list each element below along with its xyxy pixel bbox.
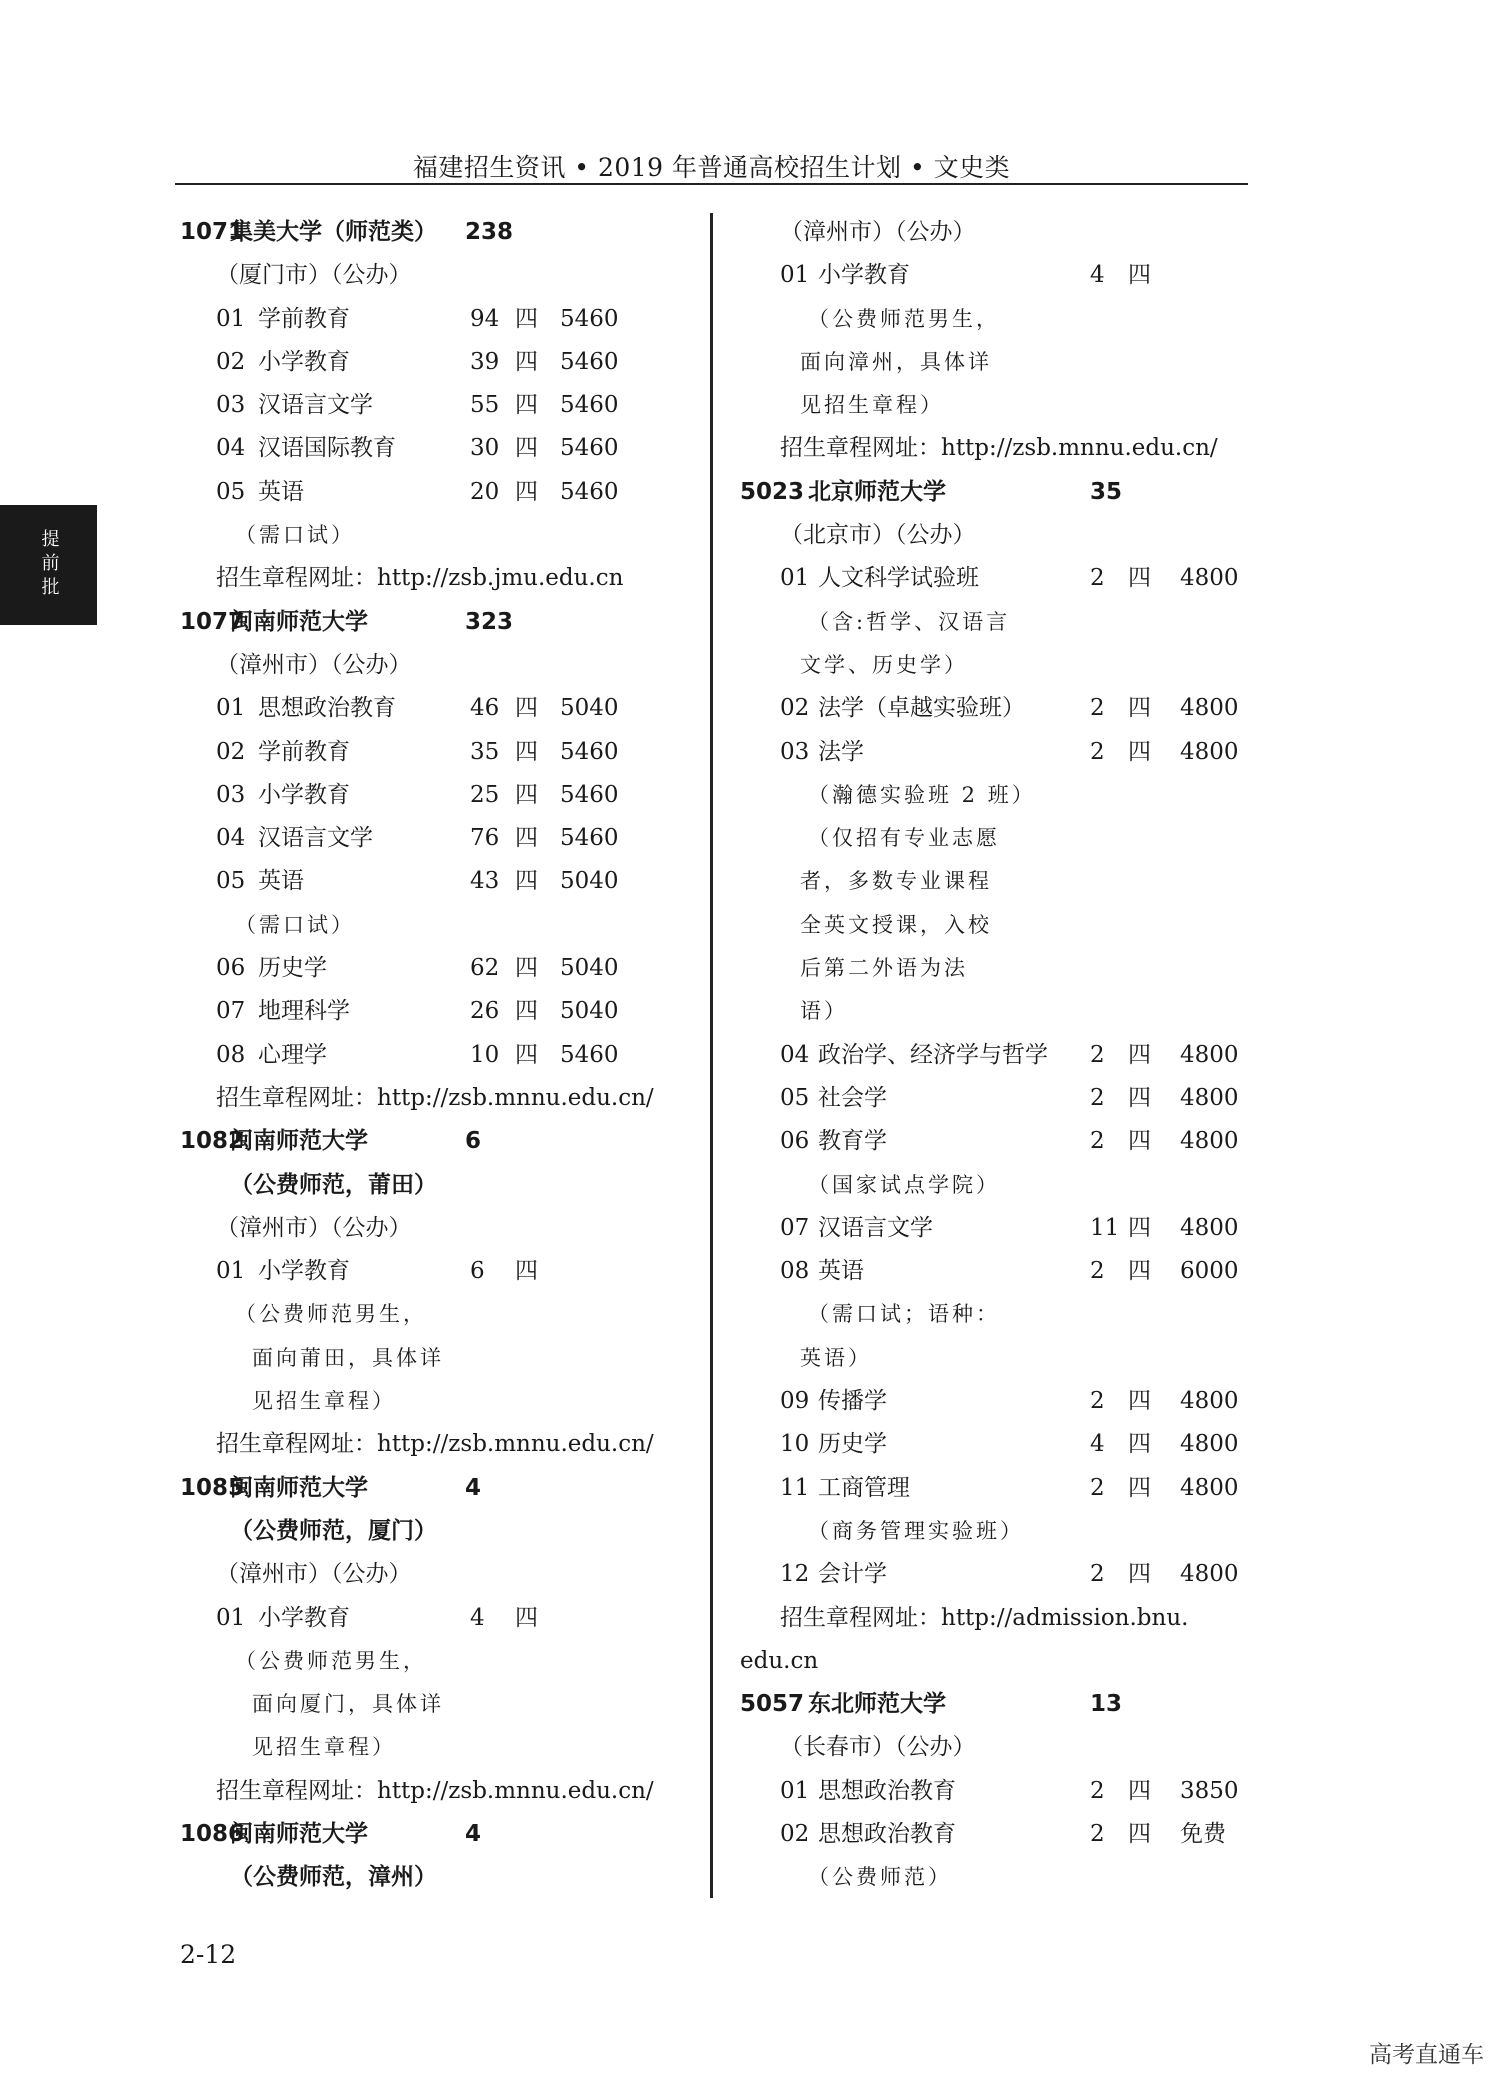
institution-code: 5057 bbox=[740, 1691, 805, 1718]
major-name: 英语 bbox=[258, 868, 304, 895]
major-fee: 5460 bbox=[560, 825, 619, 852]
major-years: 四 bbox=[1128, 695, 1151, 722]
major-code: 03 bbox=[780, 738, 810, 765]
note-line bbox=[740, 1856, 1240, 1899]
major-count: 20 bbox=[470, 478, 500, 505]
institution-code: 1077 bbox=[180, 608, 245, 635]
city-line bbox=[740, 211, 1240, 254]
note-line-text: 见招生章程） bbox=[800, 393, 944, 418]
major-years: 四 bbox=[1128, 1777, 1151, 1804]
major-name: 心理学 bbox=[258, 1041, 327, 1068]
note-line bbox=[740, 384, 1240, 427]
major-code: 03 bbox=[216, 781, 246, 808]
major-code: 08 bbox=[780, 1258, 810, 1285]
note-line-text: 全英文授课，入校 bbox=[800, 912, 992, 937]
major-code: 11 bbox=[780, 1474, 810, 1501]
institution-subtitle bbox=[180, 1856, 680, 1899]
institution-total: 13 bbox=[1090, 1691, 1123, 1718]
institution-total: 35 bbox=[1090, 478, 1123, 505]
major-name: 汉语国际教育 bbox=[258, 435, 396, 462]
major-fee: 5460 bbox=[560, 781, 619, 808]
institution-row bbox=[180, 601, 680, 644]
major-fee: 5040 bbox=[560, 695, 619, 722]
url-line-text: 招生章程网址：http://zsb.mnnu.edu.cn/ bbox=[216, 1777, 654, 1804]
major-code: 02 bbox=[216, 738, 246, 765]
institution-total: 323 bbox=[465, 608, 514, 635]
major-fee: 5460 bbox=[560, 392, 619, 419]
major-count: 2 bbox=[1090, 1388, 1105, 1415]
url-line-text: 招生章程网址：http://zsb.mnnu.edu.cn/ bbox=[216, 1431, 654, 1458]
major-row bbox=[740, 1423, 1240, 1466]
major-code: 01 bbox=[216, 1604, 246, 1631]
major-code: 06 bbox=[216, 955, 246, 982]
major-code: 07 bbox=[216, 998, 246, 1025]
note-line-text: （公费师范男生， bbox=[235, 1648, 427, 1673]
url-line-text: 招生章程网址：http://zsb.mnnu.edu.cn/ bbox=[780, 435, 1218, 462]
major-fee: 5460 bbox=[560, 478, 619, 505]
major-code: 01 bbox=[216, 695, 246, 722]
major-name: 历史学 bbox=[818, 1431, 887, 1458]
major-row bbox=[740, 1553, 1240, 1596]
major-row bbox=[740, 687, 1240, 730]
major-code: 02 bbox=[780, 1820, 810, 1847]
major-fee: 5040 bbox=[560, 955, 619, 982]
major-years: 四 bbox=[1128, 1128, 1151, 1155]
major-count: 30 bbox=[470, 435, 500, 462]
major-years: 四 bbox=[1128, 1084, 1151, 1111]
major-count: 26 bbox=[470, 998, 500, 1025]
major-fee: 5460 bbox=[560, 1041, 619, 1068]
major-name: 教育学 bbox=[818, 1128, 887, 1155]
major-row bbox=[180, 1597, 680, 1640]
note-line bbox=[180, 1337, 680, 1380]
major-years: 四 bbox=[1128, 1561, 1151, 1588]
major-name: 思想政治教育 bbox=[818, 1820, 956, 1847]
city-line bbox=[180, 1553, 680, 1596]
note-line bbox=[740, 601, 1240, 644]
major-years: 四 bbox=[515, 478, 538, 505]
major-code: 07 bbox=[780, 1214, 810, 1241]
note-line bbox=[180, 1726, 680, 1769]
city-line-text: （漳州市）（公办） bbox=[216, 651, 412, 678]
city-line-text: （厦门市）（公办） bbox=[216, 262, 412, 289]
city-line bbox=[180, 254, 680, 297]
note-line-text: 面向漳州，具体详 bbox=[800, 349, 992, 374]
institution-code: 5023 bbox=[740, 478, 805, 505]
major-row bbox=[180, 298, 680, 341]
institution-code: 1082 bbox=[180, 1128, 245, 1155]
major-fee: 5040 bbox=[560, 998, 619, 1025]
note-line-text: 语） bbox=[800, 999, 848, 1024]
major-code: 09 bbox=[780, 1388, 810, 1415]
note-line bbox=[740, 1164, 1240, 1207]
major-years: 四 bbox=[1128, 565, 1151, 592]
major-row bbox=[740, 1207, 1240, 1250]
note-line-text: 见招生章程） bbox=[252, 1735, 396, 1760]
major-code: 02 bbox=[780, 695, 810, 722]
major-years: 四 bbox=[515, 435, 538, 462]
note-line bbox=[740, 1510, 1240, 1553]
major-fee: 4800 bbox=[1180, 1388, 1239, 1415]
major-fee: 4800 bbox=[1180, 1084, 1239, 1111]
major-name: 政治学、经济学与哲学 bbox=[818, 1041, 1048, 1068]
major-fee: 4800 bbox=[1180, 695, 1239, 722]
note-line bbox=[180, 514, 680, 557]
major-fee: 3850 bbox=[1180, 1777, 1239, 1804]
major-code: 01 bbox=[780, 565, 810, 592]
major-years: 四 bbox=[1128, 1474, 1151, 1501]
major-name: 历史学 bbox=[258, 955, 327, 982]
major-name: 传播学 bbox=[818, 1388, 887, 1415]
major-years: 四 bbox=[515, 695, 538, 722]
major-years: 四 bbox=[515, 998, 538, 1025]
header-rule bbox=[175, 183, 1248, 185]
institution-total: 4 bbox=[465, 1820, 482, 1847]
institution-subtitle-text: （公费师范，厦门） bbox=[230, 1517, 437, 1544]
major-row bbox=[740, 1250, 1240, 1293]
note-line-text: 者，多数专业课程 bbox=[800, 869, 992, 894]
major-fee: 5460 bbox=[560, 348, 619, 375]
url-line-text: 招生章程网址：http://zsb.mnnu.edu.cn/ bbox=[216, 1084, 654, 1111]
major-name: 人文科学试验班 bbox=[818, 565, 979, 592]
page-number: 2-12 bbox=[180, 1940, 237, 1969]
institution-subtitle-text: （公费师范，莆田） bbox=[230, 1171, 437, 1198]
institution-total: 238 bbox=[465, 219, 514, 245]
institution-row bbox=[740, 1683, 1240, 1726]
major-name: 地理科学 bbox=[258, 998, 350, 1025]
major-name: 小学教育 bbox=[258, 348, 350, 375]
major-count: 2 bbox=[1090, 1561, 1105, 1588]
major-count: 4 bbox=[470, 1604, 485, 1631]
major-count: 4 bbox=[1090, 262, 1105, 289]
note-line-text: 后第二外语为法 bbox=[800, 956, 968, 981]
major-years: 四 bbox=[1128, 1431, 1151, 1458]
note-line bbox=[740, 817, 1240, 860]
institution-total: 6 bbox=[465, 1128, 482, 1155]
major-fee: 4800 bbox=[1180, 1561, 1239, 1588]
city-line bbox=[180, 1207, 680, 1250]
note-line-text: （需口试） bbox=[235, 523, 355, 548]
city-line-text: （漳州市）（公办） bbox=[216, 1561, 412, 1588]
major-count: 46 bbox=[470, 695, 500, 722]
major-years: 四 bbox=[1128, 1820, 1151, 1847]
page-header-title: 福建招生资讯 • 2019 年普通高校招生计划 • 文史类 bbox=[412, 153, 1011, 182]
major-code: 04 bbox=[780, 1041, 810, 1068]
note-line bbox=[180, 904, 680, 947]
major-count: 4 bbox=[1090, 1431, 1105, 1458]
major-count: 2 bbox=[1090, 1820, 1105, 1847]
major-count: 2 bbox=[1090, 1041, 1105, 1068]
major-name: 工商管理 bbox=[818, 1474, 910, 1501]
major-name: 小学教育 bbox=[258, 1604, 350, 1631]
note-line bbox=[740, 947, 1240, 990]
major-count: 76 bbox=[470, 825, 500, 852]
city-line bbox=[180, 644, 680, 687]
url-line bbox=[180, 557, 680, 600]
institution-row bbox=[180, 211, 680, 254]
major-code: 05 bbox=[216, 478, 246, 505]
major-row bbox=[180, 341, 680, 384]
major-row bbox=[180, 1034, 680, 1077]
url-continuation-text: edu.cn bbox=[740, 1647, 819, 1674]
major-count: 2 bbox=[1090, 1474, 1105, 1501]
side-tab bbox=[0, 505, 97, 625]
column-divider bbox=[710, 213, 713, 1898]
city-line-text: （漳州市）（公办） bbox=[780, 219, 976, 245]
url-line bbox=[180, 1077, 680, 1120]
major-count: 2 bbox=[1090, 695, 1105, 722]
institution-code: 1071 bbox=[180, 219, 245, 245]
major-years: 四 bbox=[515, 1258, 538, 1285]
url-line bbox=[180, 1770, 680, 1813]
major-row bbox=[740, 731, 1240, 774]
institution-total: 4 bbox=[465, 1474, 482, 1501]
major-count: 43 bbox=[470, 868, 500, 895]
major-count: 55 bbox=[470, 392, 500, 419]
major-fee: 4800 bbox=[1180, 1431, 1239, 1458]
major-years: 四 bbox=[515, 738, 538, 765]
major-row bbox=[740, 1077, 1240, 1120]
major-row bbox=[180, 384, 680, 427]
note-line-text: （仅招有专业志愿 bbox=[808, 826, 1000, 851]
major-row bbox=[180, 990, 680, 1033]
institution-name: 闽南师范大学 bbox=[230, 1474, 368, 1501]
major-row bbox=[740, 1120, 1240, 1163]
institution-row bbox=[180, 1467, 680, 1510]
city-line bbox=[740, 1726, 1240, 1769]
url-line-text: 招生章程网址：http://admission.bnu. bbox=[780, 1604, 1189, 1631]
major-count: 6 bbox=[470, 1258, 485, 1285]
url-line bbox=[180, 1423, 680, 1466]
major-count: 94 bbox=[470, 305, 500, 332]
url-line-text: 招生章程网址：http://zsb.jmu.edu.cn bbox=[216, 565, 624, 592]
major-count: 2 bbox=[1090, 1258, 1105, 1285]
major-code: 01 bbox=[780, 1777, 810, 1804]
major-name: 会计学 bbox=[818, 1561, 887, 1588]
major-row bbox=[180, 427, 680, 470]
institution-name: 闽南师范大学 bbox=[230, 608, 368, 635]
note-line bbox=[740, 298, 1240, 341]
url-continuation bbox=[740, 1640, 1240, 1683]
major-name: 学前教育 bbox=[258, 305, 350, 332]
major-row bbox=[180, 731, 680, 774]
major-years: 四 bbox=[515, 305, 538, 332]
major-name: 法学 bbox=[818, 738, 864, 765]
note-line bbox=[180, 1293, 680, 1336]
note-line-text: （含:哲学、汉语言 bbox=[808, 609, 1011, 634]
note-line-text: 文学、历史学） bbox=[800, 652, 968, 677]
major-count: 2 bbox=[1090, 565, 1105, 592]
major-name: 汉语言文学 bbox=[258, 825, 373, 852]
major-name: 英语 bbox=[818, 1258, 864, 1285]
major-row bbox=[740, 1813, 1240, 1856]
note-line bbox=[740, 1337, 1240, 1380]
note-line bbox=[180, 1640, 680, 1683]
major-fee: 5460 bbox=[560, 305, 619, 332]
watermark: 高考直通车 bbox=[1369, 2042, 1484, 2068]
note-line bbox=[740, 1293, 1240, 1336]
major-years: 四 bbox=[1128, 1214, 1151, 1241]
major-row bbox=[740, 1034, 1240, 1077]
major-years: 四 bbox=[1128, 1258, 1151, 1285]
url-line bbox=[740, 1597, 1240, 1640]
major-row bbox=[180, 471, 680, 514]
major-years: 四 bbox=[515, 868, 538, 895]
major-years: 四 bbox=[1128, 262, 1151, 289]
major-name: 思想政治教育 bbox=[818, 1777, 956, 1804]
major-code: 04 bbox=[216, 435, 246, 462]
note-line-text: （公费师范男生， bbox=[808, 306, 1000, 331]
major-years: 四 bbox=[1128, 738, 1151, 765]
institution-name: 闽南师范大学 bbox=[230, 1820, 368, 1847]
major-name: 汉语言文学 bbox=[258, 392, 373, 419]
city-line bbox=[740, 514, 1240, 557]
major-count: 2 bbox=[1090, 1084, 1105, 1111]
major-fee: 4800 bbox=[1180, 1214, 1239, 1241]
city-line-text: （北京市）（公办） bbox=[780, 522, 976, 549]
major-code: 06 bbox=[780, 1128, 810, 1155]
major-row bbox=[180, 860, 680, 903]
note-line bbox=[740, 341, 1240, 384]
left-column bbox=[180, 211, 680, 1900]
note-line bbox=[740, 644, 1240, 687]
major-code: 05 bbox=[780, 1084, 810, 1111]
major-years: 四 bbox=[1128, 1041, 1151, 1068]
major-name: 汉语言文学 bbox=[818, 1214, 933, 1241]
major-fee: 4800 bbox=[1180, 738, 1239, 765]
city-line-text: （漳州市）（公办） bbox=[216, 1214, 412, 1241]
note-line-text: 见招生章程） bbox=[252, 1389, 396, 1414]
major-code: 01 bbox=[216, 305, 246, 332]
major-count: 39 bbox=[470, 348, 500, 375]
major-count: 11 bbox=[1090, 1214, 1120, 1241]
url-line bbox=[740, 427, 1240, 470]
major-row bbox=[180, 817, 680, 860]
major-code: 12 bbox=[780, 1561, 810, 1588]
major-count: 2 bbox=[1090, 738, 1105, 765]
major-years: 四 bbox=[515, 392, 538, 419]
major-name: 法学（卓越实验班） bbox=[818, 695, 1025, 722]
note-line bbox=[740, 860, 1240, 903]
institution-code: 1086 bbox=[180, 1820, 245, 1847]
major-row bbox=[740, 1380, 1240, 1423]
note-line bbox=[180, 1683, 680, 1726]
note-line bbox=[180, 1380, 680, 1423]
note-line-text: （需口试；语种： bbox=[808, 1302, 1000, 1327]
major-row bbox=[740, 254, 1240, 297]
institution-row bbox=[180, 1120, 680, 1163]
major-fee: 4800 bbox=[1180, 1041, 1239, 1068]
note-line-text: （需口试） bbox=[235, 912, 355, 937]
major-fee: 4800 bbox=[1180, 1128, 1239, 1155]
major-years: 四 bbox=[1128, 1388, 1151, 1415]
major-count: 25 bbox=[470, 781, 500, 808]
major-row bbox=[180, 687, 680, 730]
institution-subtitle bbox=[180, 1164, 680, 1207]
major-fee: 6000 bbox=[1180, 1258, 1239, 1285]
city-line-text: （长春市）（公办） bbox=[780, 1734, 976, 1761]
institution-name: 集美大学（师范类） bbox=[230, 219, 437, 245]
note-line-text: （公费师范男生， bbox=[235, 1302, 427, 1327]
institution-subtitle bbox=[180, 1510, 680, 1553]
major-name: 小学教育 bbox=[258, 1258, 350, 1285]
major-name: 英语 bbox=[258, 478, 304, 505]
side-tab-label: 提前批 bbox=[38, 529, 60, 601]
major-name: 社会学 bbox=[818, 1084, 887, 1111]
note-line bbox=[740, 774, 1240, 817]
major-name: 学前教育 bbox=[258, 738, 350, 765]
major-name: 思想政治教育 bbox=[258, 695, 396, 722]
major-fee: 免费 bbox=[1180, 1820, 1226, 1847]
note-line bbox=[740, 904, 1240, 947]
major-count: 2 bbox=[1090, 1777, 1105, 1804]
major-row bbox=[180, 947, 680, 990]
institution-name: 东北师范大学 bbox=[808, 1691, 946, 1718]
note-line-text: （瀚德实验班 2 班） bbox=[808, 782, 1036, 807]
major-fee: 5460 bbox=[560, 738, 619, 765]
major-code: 04 bbox=[216, 825, 246, 852]
major-years: 四 bbox=[515, 955, 538, 982]
note-line-text: 面向厦门，具体详 bbox=[252, 1692, 444, 1717]
major-code: 01 bbox=[216, 1258, 246, 1285]
note-line-text: （公费师范） bbox=[808, 1865, 952, 1890]
institution-code: 1085 bbox=[180, 1474, 245, 1501]
major-years: 四 bbox=[515, 781, 538, 808]
institution-name: 北京师范大学 bbox=[808, 478, 946, 505]
major-row bbox=[740, 1770, 1240, 1813]
major-code: 05 bbox=[216, 868, 246, 895]
major-years: 四 bbox=[515, 348, 538, 375]
major-years: 四 bbox=[515, 1041, 538, 1068]
note-line bbox=[740, 990, 1240, 1033]
major-fee: 4800 bbox=[1180, 1474, 1239, 1501]
major-row bbox=[180, 1250, 680, 1293]
major-fee: 5460 bbox=[560, 435, 619, 462]
institution-subtitle-text: （公费师范，漳州） bbox=[230, 1864, 437, 1891]
major-years: 四 bbox=[515, 1604, 538, 1631]
major-code: 03 bbox=[216, 392, 246, 419]
institution-row bbox=[180, 1813, 680, 1856]
major-count: 2 bbox=[1090, 1128, 1105, 1155]
note-line-text: （国家试点学院） bbox=[808, 1172, 1000, 1197]
major-count: 10 bbox=[470, 1041, 500, 1068]
note-line-text: 面向莆田，具体详 bbox=[252, 1345, 444, 1370]
major-fee: 4800 bbox=[1180, 565, 1239, 592]
major-row bbox=[740, 557, 1240, 600]
major-row bbox=[740, 1467, 1240, 1510]
major-count: 35 bbox=[470, 738, 500, 765]
institution-name: 闽南师范大学 bbox=[230, 1128, 368, 1155]
major-name: 小学教育 bbox=[818, 262, 910, 289]
major-code: 02 bbox=[216, 348, 246, 375]
major-code: 01 bbox=[780, 262, 810, 289]
major-fee: 5040 bbox=[560, 868, 619, 895]
major-name: 小学教育 bbox=[258, 781, 350, 808]
major-count: 62 bbox=[470, 955, 500, 982]
major-years: 四 bbox=[515, 825, 538, 852]
note-line-text: 英语） bbox=[800, 1345, 872, 1370]
major-code: 10 bbox=[780, 1431, 810, 1458]
institution-row bbox=[740, 471, 1240, 514]
major-row bbox=[180, 774, 680, 817]
major-code: 08 bbox=[216, 1041, 246, 1068]
note-line-text: （商务管理实验班） bbox=[808, 1518, 1024, 1543]
right-column bbox=[740, 211, 1240, 1900]
